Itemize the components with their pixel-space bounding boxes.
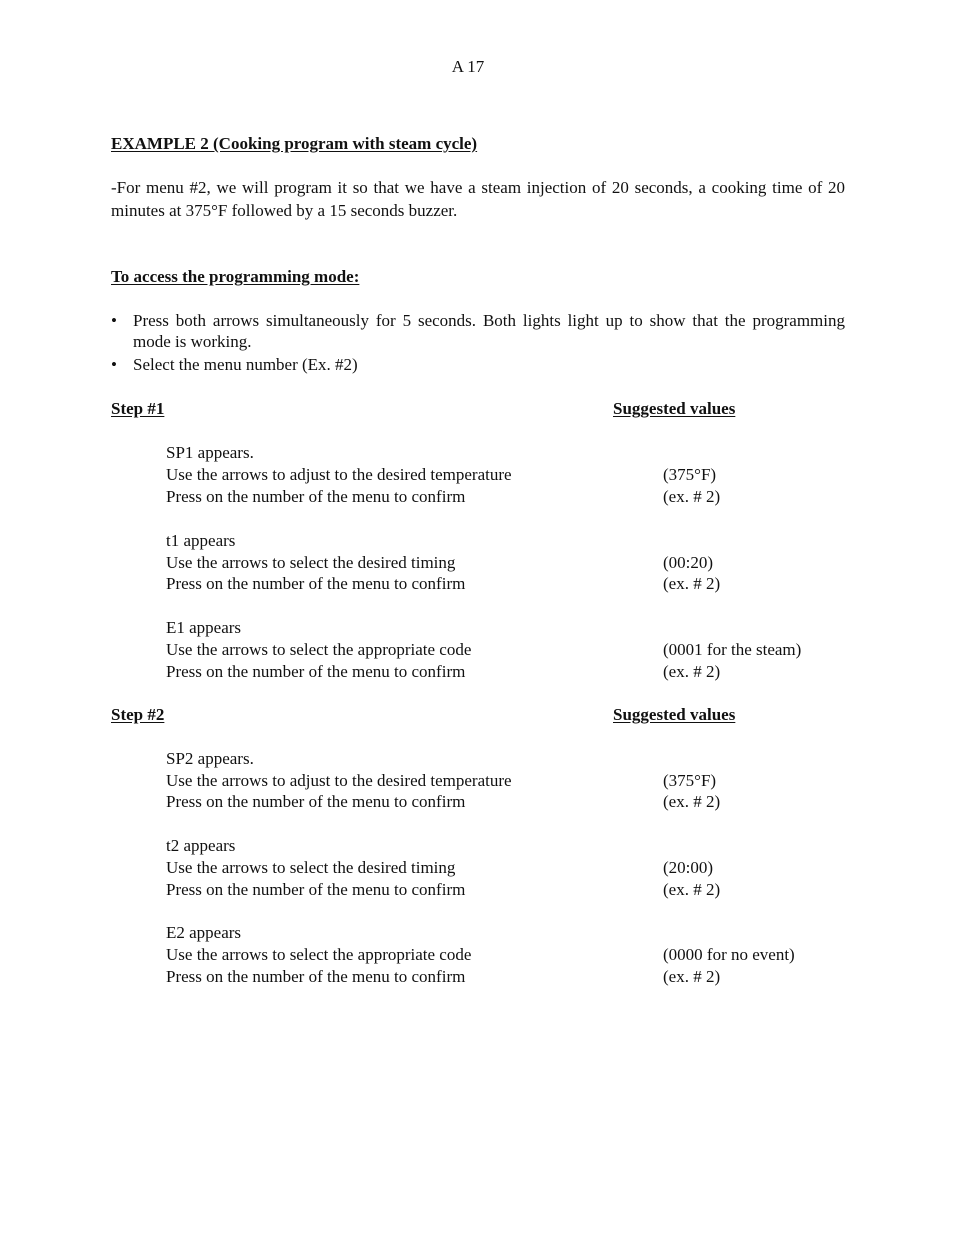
step-2-group-1-confirm-value: (ex. # 2) (663, 792, 721, 811)
step-2-group-1-appears: SP2 appears. (166, 749, 254, 768)
step-1-group-1-adjust: Use the arrows to adjust to the desired temperature (166, 465, 512, 484)
step-1-group-1-confirm: Press on the number of the menu to confirm (166, 487, 466, 506)
page-number: A 17 (451, 57, 485, 76)
intro-paragraph: -For menu #2, we will program it so that we have a steam injection of 20 seconds, a cooking time of 20 minutes at 375°F followed by a 15 seconds buzzer. (111, 178, 845, 220)
step-1-group-1-confirm-value: (ex. # 2) (663, 487, 721, 506)
step-1-group-2-confirm-value: (ex. # 2) (663, 574, 721, 593)
step-2-group-1-adjust: Use the arrows to adjust to the desired temperature (166, 771, 512, 790)
step-1-heading: Step #1 (111, 399, 165, 418)
step-1-group-1-adjust-value: (375°F) (663, 465, 717, 484)
step-2-group-1-adjust-value: (375°F) (663, 771, 717, 790)
step-1-group-2-adjust: Use the arrows to select the desired timing (166, 553, 456, 572)
step-2-values-heading: Suggested values (613, 705, 736, 724)
step-2-group-3-adjust: Use the arrows to select the appropriate code (166, 945, 472, 964)
step-1-values-heading: Suggested values (613, 399, 736, 418)
step-1-group-3-appears: E1 appears (166, 618, 242, 637)
step-2-group-2-adjust: Use the arrows to select the desired timing (166, 858, 456, 877)
step-2-group-2-confirm-value: (ex. # 2) (663, 880, 721, 899)
step-2-group-2-appears: t2 appears (166, 836, 236, 855)
step-2-group-1-confirm: Press on the number of the menu to confirm (166, 792, 466, 811)
step-2-heading: Step #2 (111, 705, 165, 724)
step-1-group-2-confirm: Press on the number of the menu to confirm (166, 574, 466, 593)
step-1-group-3-adjust: Use the arrows to select the appropriate code (166, 640, 472, 659)
step-1-group-2-adjust-value: (00:20) (663, 553, 714, 572)
list-item (111, 354, 845, 375)
step-1-group-1-appears: SP1 appears. (166, 443, 254, 462)
step-2-group-3-appears: E2 appears (166, 923, 242, 942)
bullet-text: Select the menu number (Ex. #2) (133, 355, 358, 374)
access-heading: To access the programming mode: (111, 267, 360, 286)
step-1-group-3-confirm-value: (ex. # 2) (663, 662, 721, 681)
step-2-group-2-confirm: Press on the number of the menu to confirm (166, 880, 466, 899)
bullet-icon: • (111, 311, 117, 330)
list-item (111, 310, 845, 352)
example-title: EXAMPLE 2 (Cooking program with steam cycle) (111, 134, 478, 153)
bullet-text: Press both arrows simultaneously for 5 seconds. Both lights light up to show that the programming mode is working. (133, 311, 845, 351)
step-1-group-3-confirm: Press on the number of the menu to confirm (166, 662, 466, 681)
bullet-list (111, 310, 845, 375)
step-1-group-3-adjust-value: (0001 for the steam) (663, 640, 802, 659)
step-2-group-3-confirm-value: (ex. # 2) (663, 967, 721, 986)
step-2-group-3-confirm: Press on the number of the menu to confirm (166, 967, 466, 986)
step-2-group-2-adjust-value: (20:00) (663, 858, 714, 877)
step-2-group-3-adjust-value: (0000 for no event) (663, 945, 795, 964)
step-1-group-2-appears: t1 appears (166, 531, 236, 550)
bullet-icon: • (111, 355, 117, 374)
